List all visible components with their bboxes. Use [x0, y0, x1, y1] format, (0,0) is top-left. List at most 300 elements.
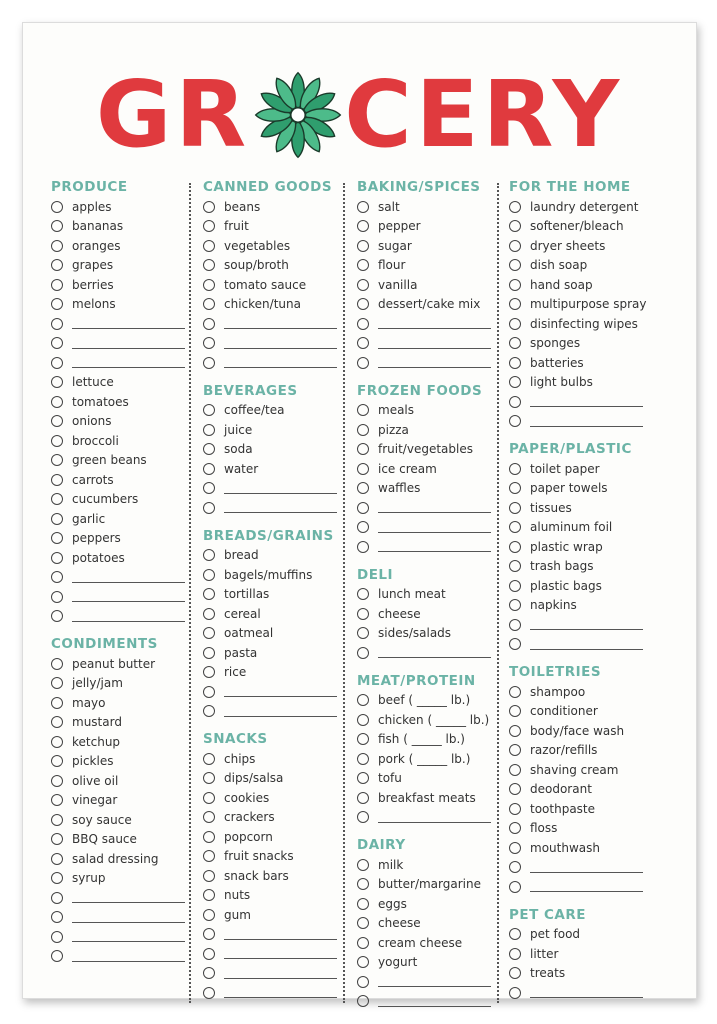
checkbox-circle[interactable] — [203, 666, 215, 678]
checkbox-circle[interactable] — [203, 889, 215, 901]
checkbox-circle[interactable] — [51, 337, 63, 349]
list-item — [357, 604, 503, 624]
checkbox-circle[interactable] — [357, 811, 369, 823]
checkbox-circle[interactable] — [51, 240, 63, 252]
item-label: waffles — [378, 481, 421, 496]
list-item — [203, 275, 349, 295]
blank-line[interactable] — [72, 951, 185, 962]
checkbox-circle[interactable] — [203, 792, 215, 804]
checkbox-circle[interactable] — [509, 638, 521, 650]
blank-line[interactable] — [378, 541, 491, 552]
section-heading: MEAT/PROTEIN — [357, 672, 476, 689]
checkbox-circle[interactable] — [203, 404, 215, 416]
section-gap — [509, 897, 655, 903]
blank-line[interactable] — [72, 591, 185, 602]
list-item — [51, 732, 197, 752]
checkbox-circle[interactable] — [51, 259, 63, 271]
checkbox-circle[interactable] — [509, 298, 521, 310]
checkbox-circle[interactable] — [357, 976, 369, 988]
checkbox-circle[interactable] — [51, 697, 63, 709]
item-label: meals — [378, 403, 415, 418]
checkbox-circle[interactable] — [203, 647, 215, 659]
item-label: beef ( _____ lb.) — [378, 693, 471, 708]
checkbox-circle[interactable] — [509, 560, 521, 572]
checkbox-circle[interactable] — [203, 948, 215, 960]
list-item — [357, 236, 503, 256]
blank-line[interactable] — [530, 881, 643, 892]
item-label: cereal — [224, 606, 261, 621]
list-item — [203, 643, 349, 663]
checkbox-circle[interactable] — [509, 803, 521, 815]
checkbox-circle[interactable] — [203, 298, 215, 310]
item-label: beans — [224, 199, 261, 214]
checkbox-circle[interactable] — [357, 443, 369, 455]
section-gap — [357, 557, 503, 563]
checkbox-circle[interactable] — [203, 569, 215, 581]
item-label: floss — [530, 821, 558, 836]
checkbox-circle[interactable] — [203, 987, 215, 999]
checkbox-circle[interactable] — [51, 775, 63, 787]
checkbox-circle[interactable] — [509, 259, 521, 271]
checkbox-circle[interactable] — [51, 610, 63, 622]
list-item — [203, 565, 349, 585]
list-item — [509, 576, 655, 596]
list-item — [203, 217, 349, 237]
checkbox-circle[interactable] — [203, 201, 215, 213]
checkbox-circle[interactable] — [203, 967, 215, 979]
blank-line[interactable] — [378, 812, 491, 823]
blank-line[interactable] — [378, 522, 491, 533]
checkbox-circle[interactable] — [203, 811, 215, 823]
flower-icon — [252, 69, 344, 161]
checkbox-circle[interactable] — [51, 396, 63, 408]
blank-line[interactable] — [224, 968, 337, 979]
list-item — [51, 654, 197, 674]
blank-line[interactable] — [224, 318, 337, 329]
checkbox-circle[interactable] — [509, 279, 521, 291]
blank-line[interactable] — [224, 338, 337, 349]
item-label: fruit — [224, 219, 249, 234]
list-item — [203, 295, 349, 315]
item-label: garlic — [72, 511, 106, 526]
item-label: lunch meat — [378, 587, 446, 602]
checkbox-circle[interactable] — [203, 850, 215, 862]
checkbox-circle[interactable] — [357, 694, 369, 706]
checkbox-circle[interactable] — [51, 201, 63, 213]
blank-line[interactable] — [224, 929, 337, 940]
title-left: GR — [95, 60, 251, 168]
list-item — [51, 908, 197, 928]
blank-line[interactable] — [72, 338, 185, 349]
checkbox-circle[interactable] — [509, 928, 521, 940]
checkbox-circle[interactable] — [509, 357, 521, 369]
blank-line[interactable] — [72, 912, 185, 923]
item-label: tissues — [530, 500, 572, 515]
item-label: tomatoes — [72, 394, 129, 409]
checkbox-circle[interactable] — [203, 705, 215, 717]
list-item — [203, 479, 349, 499]
blank-line[interactable] — [72, 572, 185, 583]
checkbox-circle[interactable] — [357, 201, 369, 213]
blank-line[interactable] — [72, 931, 185, 942]
list-item — [357, 710, 503, 730]
checkbox-circle[interactable] — [51, 591, 63, 603]
checkbox-circle[interactable] — [51, 298, 63, 310]
item-label: flour — [378, 258, 406, 273]
checkbox-circle[interactable] — [509, 744, 521, 756]
item-label: milk — [378, 857, 404, 872]
checkbox-circle[interactable] — [357, 463, 369, 475]
blank-line[interactable] — [224, 987, 337, 998]
list-item — [509, 799, 655, 819]
list-item — [203, 314, 349, 334]
item-label: soy sauce — [72, 812, 132, 827]
checkbox-circle[interactable] — [357, 898, 369, 910]
list-item — [509, 557, 655, 577]
blank-line[interactable] — [378, 976, 491, 987]
checkbox-circle[interactable] — [51, 318, 63, 330]
checkbox-circle[interactable] — [509, 967, 521, 979]
blank-line[interactable] — [224, 686, 337, 697]
item-label: shaving cream — [530, 762, 619, 777]
checkbox-circle[interactable] — [509, 376, 521, 388]
checkbox-circle[interactable] — [357, 627, 369, 639]
item-label: oranges — [72, 238, 121, 253]
checkbox-circle[interactable] — [357, 792, 369, 804]
checkbox-circle[interactable] — [509, 987, 521, 999]
checkbox-circle[interactable] — [509, 580, 521, 592]
checkbox-circle[interactable] — [51, 571, 63, 583]
blank-line[interactable] — [530, 862, 643, 873]
checkbox-circle[interactable] — [203, 318, 215, 330]
checkbox-circle[interactable] — [203, 772, 215, 784]
checkbox-circle[interactable] — [51, 279, 63, 291]
checkbox-circle[interactable] — [357, 608, 369, 620]
item-label: vegetables — [224, 238, 291, 253]
checkbox-circle[interactable] — [357, 424, 369, 436]
checkbox-circle[interactable] — [509, 764, 521, 776]
item-label: fruit/vegetables — [378, 442, 473, 457]
checkbox-circle[interactable] — [357, 995, 369, 1007]
section-heading: SNACKS — [203, 731, 268, 747]
item-label: sponges — [530, 336, 581, 351]
item-label: chips — [224, 751, 256, 766]
item-label: napkins — [530, 598, 577, 613]
blank-line[interactable] — [530, 639, 643, 650]
checkbox-circle[interactable] — [203, 240, 215, 252]
checkbox-circle[interactable] — [509, 318, 521, 330]
list-item — [357, 401, 503, 421]
checkbox-circle[interactable] — [51, 513, 63, 525]
checkbox-circle[interactable] — [509, 783, 521, 795]
checkbox-circle[interactable] — [357, 521, 369, 533]
list-item — [357, 972, 503, 992]
list-item — [509, 217, 655, 237]
list-item — [51, 256, 197, 276]
checkbox-circle[interactable] — [203, 608, 215, 620]
item-label: cookies — [224, 790, 270, 805]
checkbox-circle[interactable] — [509, 337, 521, 349]
list-item — [357, 295, 503, 315]
checkbox-circle[interactable] — [357, 937, 369, 949]
item-label: peppers — [72, 531, 121, 546]
checkbox-circle[interactable] — [51, 892, 63, 904]
checkbox-circle[interactable] — [357, 714, 369, 726]
list-item — [509, 760, 655, 780]
item-label: mayo — [72, 695, 106, 710]
blank-line[interactable] — [72, 318, 185, 329]
checkbox-circle[interactable] — [357, 753, 369, 765]
checkbox-circle[interactable] — [51, 736, 63, 748]
checkbox-circle[interactable] — [203, 831, 215, 843]
list-item — [357, 624, 503, 644]
item-label: broccoli — [72, 433, 119, 448]
checkbox-circle[interactable] — [51, 532, 63, 544]
list-item — [203, 546, 349, 566]
checkbox-circle[interactable] — [203, 686, 215, 698]
checkbox-circle[interactable] — [509, 502, 521, 514]
list-item — [51, 431, 197, 451]
checkbox-circle[interactable] — [357, 279, 369, 291]
item-label: pizza — [378, 422, 409, 437]
list-item — [509, 925, 655, 945]
item-label: toilet paper — [530, 461, 600, 476]
checkbox-circle[interactable] — [357, 956, 369, 968]
blank-line[interactable] — [72, 357, 185, 368]
blank-line[interactable] — [224, 357, 337, 368]
section-gap — [509, 431, 655, 437]
checkbox-circle[interactable] — [357, 878, 369, 890]
checkbox-circle[interactable] — [203, 753, 215, 765]
item-label: bread — [224, 548, 259, 563]
checkbox-circle[interactable] — [357, 859, 369, 871]
checkbox-circle[interactable] — [51, 415, 63, 427]
section-gap — [51, 626, 197, 632]
checkbox-circle[interactable] — [509, 861, 521, 873]
blank-line[interactable] — [224, 706, 337, 717]
checkbox-circle[interactable] — [51, 552, 63, 564]
list-item — [509, 682, 655, 702]
list-item — [357, 275, 503, 295]
list-item — [509, 353, 655, 373]
checkbox-circle[interactable] — [203, 220, 215, 232]
list-item — [509, 392, 655, 412]
blank-line[interactable] — [530, 619, 643, 630]
blank-line[interactable] — [72, 892, 185, 903]
blank-line[interactable] — [224, 948, 337, 959]
blank-line[interactable] — [378, 338, 491, 349]
item-label: eggs — [378, 896, 407, 911]
checkbox-circle[interactable] — [203, 357, 215, 369]
checkbox-circle[interactable] — [203, 443, 215, 455]
checkbox-circle[interactable] — [51, 357, 63, 369]
list-item — [51, 849, 197, 869]
list-item — [509, 983, 655, 1003]
blank-line[interactable] — [72, 611, 185, 622]
list-item — [51, 197, 197, 217]
blank-line[interactable] — [378, 996, 491, 1007]
list-item — [203, 866, 349, 886]
list-item — [203, 702, 349, 722]
blank-line[interactable] — [378, 318, 491, 329]
list-item — [509, 256, 655, 276]
checkbox-circle[interactable] — [51, 814, 63, 826]
checkbox-circle[interactable] — [51, 493, 63, 505]
list-item — [203, 905, 349, 925]
checkbox-circle[interactable] — [509, 686, 521, 698]
checkbox-circle[interactable] — [357, 733, 369, 745]
checkbox-circle[interactable] — [509, 463, 521, 475]
checkbox-circle[interactable] — [509, 541, 521, 553]
checkbox-circle[interactable] — [51, 677, 63, 689]
list-item — [509, 944, 655, 964]
section-gap — [203, 518, 349, 524]
blank-line[interactable] — [378, 502, 491, 513]
item-label: dish soap — [530, 258, 588, 273]
checkbox-circle[interactable] — [51, 474, 63, 486]
blank-line[interactable] — [378, 647, 491, 658]
blank-line[interactable] — [378, 357, 491, 368]
list-item — [51, 568, 197, 588]
checkbox-circle[interactable] — [509, 415, 521, 427]
checkbox-circle[interactable] — [51, 950, 63, 962]
checkbox-circle[interactable] — [509, 842, 521, 854]
checkbox-circle[interactable] — [203, 482, 215, 494]
item-label: mouthwash — [530, 840, 600, 855]
blank-line[interactable] — [530, 987, 643, 998]
blank-line[interactable] — [530, 396, 643, 407]
checkbox-circle[interactable] — [203, 259, 215, 271]
list-item — [203, 624, 349, 644]
list-item — [51, 275, 197, 295]
checkbox-circle[interactable] — [51, 872, 63, 884]
checkbox-circle[interactable] — [51, 658, 63, 670]
list-item — [51, 373, 197, 393]
checkbox-circle[interactable] — [509, 220, 521, 232]
checkbox-circle[interactable] — [509, 201, 521, 213]
list-item — [357, 894, 503, 914]
checkbox-circle[interactable] — [509, 881, 521, 893]
blank-line[interactable] — [224, 483, 337, 494]
list-item — [203, 682, 349, 702]
item-label: cheese — [378, 916, 421, 931]
list-item — [357, 479, 503, 499]
section-gap — [357, 663, 503, 669]
checkbox-circle[interactable] — [509, 725, 521, 737]
item-label: razor/refills — [530, 743, 598, 758]
checkbox-circle[interactable] — [203, 627, 215, 639]
item-label: vinegar — [72, 793, 118, 808]
checkbox-circle[interactable] — [203, 337, 215, 349]
checkbox-circle[interactable] — [509, 619, 521, 631]
checkbox-circle[interactable] — [51, 376, 63, 388]
checkbox-circle[interactable] — [51, 454, 63, 466]
checkbox-circle[interactable] — [357, 772, 369, 784]
list-item — [51, 607, 197, 627]
checkbox-circle[interactable] — [51, 755, 63, 767]
checkbox-circle[interactable] — [357, 647, 369, 659]
item-label: chicken ( _____ lb.) — [378, 712, 490, 727]
column-1 — [51, 175, 197, 966]
checkbox-circle[interactable] — [509, 396, 521, 408]
checkbox-circle[interactable] — [357, 917, 369, 929]
list-item — [509, 537, 655, 557]
list-item — [509, 702, 655, 722]
checkbox-circle[interactable] — [509, 521, 521, 533]
checkbox-circle[interactable] — [357, 337, 369, 349]
checkbox-circle[interactable] — [357, 240, 369, 252]
checkbox-circle[interactable] — [51, 435, 63, 447]
checkbox-circle[interactable] — [51, 220, 63, 232]
checkbox-circle[interactable] — [509, 240, 521, 252]
item-label: potatoes — [72, 550, 125, 565]
checkbox-circle[interactable] — [51, 911, 63, 923]
section-heading: DAIRY — [357, 837, 406, 853]
checkbox-circle[interactable] — [509, 599, 521, 611]
checkbox-circle[interactable] — [203, 549, 215, 561]
checkbox-circle[interactable] — [509, 705, 521, 717]
item-label: salad dressing — [72, 851, 159, 866]
checkbox-circle[interactable] — [203, 588, 215, 600]
checkbox-circle[interactable] — [357, 259, 369, 271]
checkbox-circle[interactable] — [509, 948, 521, 960]
list-item — [509, 858, 655, 878]
list-item — [509, 479, 655, 499]
list-item — [203, 440, 349, 460]
checkbox-circle[interactable] — [203, 279, 215, 291]
checkbox-circle[interactable] — [51, 794, 63, 806]
item-label: berries — [72, 277, 114, 292]
list-item — [51, 674, 197, 694]
checkbox-circle[interactable] — [203, 424, 215, 436]
list-item — [203, 983, 349, 1003]
item-label: onions — [72, 414, 112, 429]
checkbox-circle[interactable] — [357, 502, 369, 514]
checkbox-circle[interactable] — [357, 541, 369, 553]
checkbox-circle[interactable] — [51, 931, 63, 943]
checkbox-circle[interactable] — [357, 220, 369, 232]
checkbox-circle[interactable] — [357, 298, 369, 310]
checkbox-circle[interactable] — [203, 502, 215, 514]
checkbox-circle[interactable] — [357, 404, 369, 416]
item-label: salt — [378, 199, 400, 214]
checkbox-circle[interactable] — [203, 463, 215, 475]
list-item — [509, 459, 655, 479]
list-item — [357, 353, 503, 373]
list-item — [357, 769, 503, 789]
checkbox-circle[interactable] — [51, 716, 63, 728]
blank-line[interactable] — [530, 416, 643, 427]
checkbox-circle[interactable] — [357, 588, 369, 600]
checkbox-circle[interactable] — [51, 833, 63, 845]
checkbox-circle[interactable] — [203, 909, 215, 921]
list-item — [203, 420, 349, 440]
checkbox-circle[interactable] — [203, 870, 215, 882]
list-item — [203, 498, 349, 518]
checkbox-circle[interactable] — [509, 482, 521, 494]
checkbox-circle[interactable] — [509, 822, 521, 834]
list-item — [51, 334, 197, 354]
checkbox-circle[interactable] — [357, 357, 369, 369]
checkbox-circle[interactable] — [357, 318, 369, 330]
section-heading: FROZEN FOODS — [357, 382, 483, 399]
checkbox-circle[interactable] — [357, 482, 369, 494]
item-label: carrots — [72, 472, 114, 487]
checkbox-circle[interactable] — [51, 853, 63, 865]
blank-line[interactable] — [224, 502, 337, 513]
list-item — [509, 197, 655, 217]
checkbox-circle[interactable] — [203, 928, 215, 940]
